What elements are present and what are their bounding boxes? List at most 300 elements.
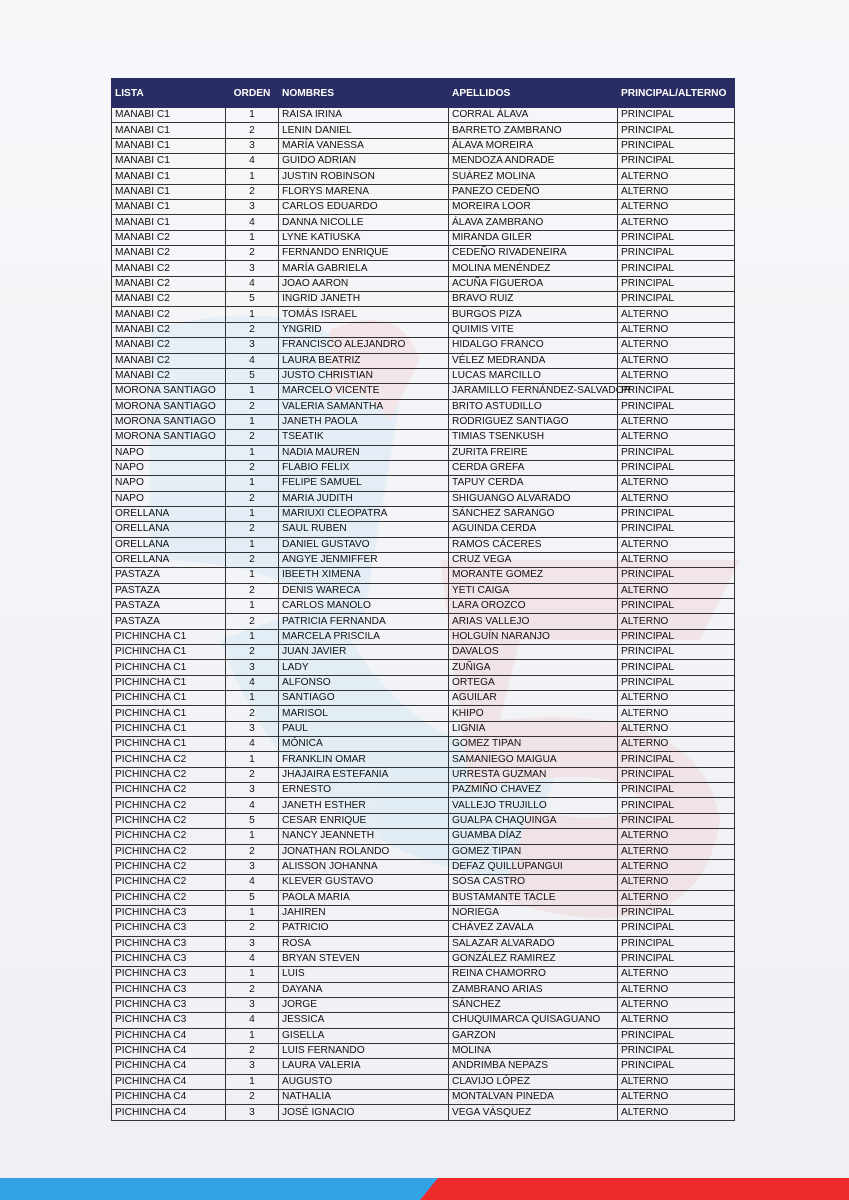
cell-lista: MANABI C1 — [112, 154, 226, 169]
cell-orden: 1 — [226, 384, 279, 399]
cell-nombres: JUSTO CHRISTIAN — [279, 368, 449, 383]
cell-principal-alterno: ALTERNO — [618, 614, 735, 629]
cell-orden: 4 — [226, 951, 279, 966]
cell-principal-alterno: PRINCIPAL — [618, 292, 735, 307]
cell-lista: PICHINCHA C3 — [112, 921, 226, 936]
table-row — [112, 307, 735, 322]
cell-lista: MANABI C2 — [112, 261, 226, 276]
cell-nombres: LAURA VALERIA — [279, 1059, 449, 1074]
cell-lista: PICHINCHA C3 — [112, 967, 226, 982]
table-row — [112, 537, 735, 552]
cell-orden: 5 — [226, 292, 279, 307]
cell-principal-alterno: PRINCIPAL — [618, 138, 735, 153]
footer-blue-band — [0, 1178, 440, 1200]
header-lista: LISTA — [112, 79, 226, 108]
cell-orden: 1 — [226, 537, 279, 552]
cell-orden: 4 — [226, 215, 279, 230]
cell-principal-alterno: ALTERNO — [618, 706, 735, 721]
cell-principal-alterno: PRINCIPAL — [618, 921, 735, 936]
table-row — [112, 614, 735, 629]
cell-apellidos: LARA OROZCO — [449, 599, 618, 614]
cell-principal-alterno: ALTERNO — [618, 307, 735, 322]
cell-lista: PICHINCHA C1 — [112, 737, 226, 752]
cell-nombres: MARISOL — [279, 706, 449, 721]
cell-lista: MANABI C1 — [112, 184, 226, 199]
cell-principal-alterno: ALTERNO — [618, 997, 735, 1012]
table-row — [112, 936, 735, 951]
header-orden: ORDEN — [226, 79, 279, 108]
cell-lista: PICHINCHA C2 — [112, 829, 226, 844]
cell-apellidos: RODRIGUEZ SANTIAGO — [449, 414, 618, 429]
cell-apellidos: CHUQUIMARCA QUISAGUANO — [449, 1013, 618, 1028]
footer-stripe — [0, 1178, 849, 1200]
cell-nombres: GISELLA — [279, 1028, 449, 1043]
cell-orden: 4 — [226, 875, 279, 890]
cell-orden: 1 — [226, 414, 279, 429]
cell-principal-alterno: ALTERNO — [618, 583, 735, 598]
table-row — [112, 568, 735, 583]
cell-apellidos: CERDA GREFA — [449, 460, 618, 475]
table-row — [112, 1013, 735, 1028]
cell-apellidos: YETI CAIGA — [449, 583, 618, 598]
cell-principal-alterno: ALTERNO — [618, 200, 735, 215]
cell-apellidos: LUCAS MARCILLO — [449, 368, 618, 383]
cell-nombres: YNGRID — [279, 322, 449, 337]
cell-lista: PICHINCHA C4 — [112, 1105, 226, 1120]
cell-lista: PICHINCHA C3 — [112, 905, 226, 920]
cell-apellidos: NORIEGA — [449, 905, 618, 920]
cell-apellidos: PAZMIÑO CHAVEZ — [449, 783, 618, 798]
cell-orden: 1 — [226, 445, 279, 460]
cell-apellidos: ORTEGA — [449, 675, 618, 690]
cell-nombres: ANGYE JENMIFFER — [279, 552, 449, 567]
cell-orden: 2 — [226, 614, 279, 629]
cell-apellidos: CEDEÑO RIVADENEIRA — [449, 246, 618, 261]
table-row — [112, 384, 735, 399]
cell-lista: MANABI C1 — [112, 215, 226, 230]
cell-apellidos: KHIPO — [449, 706, 618, 721]
cell-nombres: MARÍA VANESSA — [279, 138, 449, 153]
cell-principal-alterno: PRINCIPAL — [618, 123, 735, 138]
cell-orden: 4 — [226, 737, 279, 752]
cell-nombres: RAISA IRINA — [279, 108, 449, 123]
cell-principal-alterno: PRINCIPAL — [618, 261, 735, 276]
cell-principal-alterno: PRINCIPAL — [618, 276, 735, 291]
cell-principal-alterno: PRINCIPAL — [618, 798, 735, 813]
cell-principal-alterno: ALTERNO — [618, 1105, 735, 1120]
table-row — [112, 246, 735, 261]
cell-orden: 4 — [226, 1013, 279, 1028]
cell-nombres: PATRICIA FERNANDA — [279, 614, 449, 629]
cell-orden: 1 — [226, 629, 279, 644]
header-principal-alterno: PRINCIPAL/ALTERNO — [618, 79, 735, 108]
cell-principal-alterno: ALTERNO — [618, 491, 735, 506]
cell-nombres: ALFONSO — [279, 675, 449, 690]
table-row — [112, 829, 735, 844]
cell-nombres: DENIS WARECA — [279, 583, 449, 598]
cell-orden: 3 — [226, 859, 279, 874]
cell-lista: NAPO — [112, 460, 226, 475]
cell-principal-alterno: ALTERNO — [618, 1074, 735, 1089]
cell-orden: 4 — [226, 353, 279, 368]
cell-apellidos: BURGOS PIZA — [449, 307, 618, 322]
cell-orden: 1 — [226, 230, 279, 245]
table-row — [112, 675, 735, 690]
cell-apellidos: BRAVO RUIZ — [449, 292, 618, 307]
cell-orden: 3 — [226, 721, 279, 736]
cell-apellidos: TIMIAS TSENKUSH — [449, 430, 618, 445]
cell-apellidos: CHÁVEZ ZAVALA — [449, 921, 618, 936]
table-header-row — [112, 79, 735, 108]
table-row — [112, 1105, 735, 1120]
cell-principal-alterno: PRINCIPAL — [618, 767, 735, 782]
cell-orden: 2 — [226, 399, 279, 414]
cell-lista: PICHINCHA C1 — [112, 660, 226, 675]
table-row — [112, 108, 735, 123]
table-row — [112, 491, 735, 506]
cell-lista: PASTAZA — [112, 583, 226, 598]
cell-apellidos: ÁLAVA ZAMBRANO — [449, 215, 618, 230]
cell-lista: PICHINCHA C4 — [112, 1074, 226, 1089]
cell-lista: PICHINCHA C3 — [112, 997, 226, 1012]
cell-nombres: JHAJAIRA ESTEFANIA — [279, 767, 449, 782]
cell-apellidos: DAVALOS — [449, 645, 618, 660]
cell-nombres: CARLOS EDUARDO — [279, 200, 449, 215]
table-row — [112, 783, 735, 798]
cell-apellidos: BRITO ASTUDILLO — [449, 399, 618, 414]
cell-lista: PICHINCHA C3 — [112, 951, 226, 966]
cell-apellidos: ANDRIMBA NEPAZS — [449, 1059, 618, 1074]
cell-orden: 2 — [226, 844, 279, 859]
cell-principal-alterno: ALTERNO — [618, 844, 735, 859]
cell-lista: NAPO — [112, 445, 226, 460]
cell-nombres: MARÍA GABRIELA — [279, 261, 449, 276]
cell-principal-alterno: PRINCIPAL — [618, 568, 735, 583]
cell-lista: MANABI C2 — [112, 322, 226, 337]
cell-apellidos: PANEZO CEDEÑO — [449, 184, 618, 199]
cell-orden: 2 — [226, 1043, 279, 1058]
cell-apellidos: JARAMILLO FERNÁNDEZ-SALVADOR — [449, 384, 618, 399]
cell-nombres: SAUL RUBEN — [279, 522, 449, 537]
cell-nombres: MARCELA PRISCILA — [279, 629, 449, 644]
cell-orden: 2 — [226, 583, 279, 598]
table-row — [112, 967, 735, 982]
cell-orden: 1 — [226, 568, 279, 583]
cell-lista: PICHINCHA C2 — [112, 859, 226, 874]
cell-principal-alterno: PRINCIPAL — [618, 399, 735, 414]
cell-orden: 2 — [226, 123, 279, 138]
cell-nombres: LUIS FERNANDO — [279, 1043, 449, 1058]
cell-principal-alterno: ALTERNO — [618, 184, 735, 199]
table-row — [112, 599, 735, 614]
cell-nombres: PAOLA MARIA — [279, 890, 449, 905]
cell-nombres: JOSÉ IGNACIO — [279, 1105, 449, 1120]
cell-apellidos: VÉLEZ MEDRANDA — [449, 353, 618, 368]
cell-apellidos: MOREIRA LOOR — [449, 200, 618, 215]
cell-orden: 1 — [226, 829, 279, 844]
cell-orden: 3 — [226, 783, 279, 798]
table-row — [112, 138, 735, 153]
cell-apellidos: CLAVIJO LÓPEZ — [449, 1074, 618, 1089]
table-row — [112, 292, 735, 307]
cell-apellidos: SHIGUANGO ALVARADO — [449, 491, 618, 506]
cell-apellidos: URRESTA GUZMAN — [449, 767, 618, 782]
cell-principal-alterno: ALTERNO — [618, 552, 735, 567]
cell-apellidos: MONTALVAN PINEDA — [449, 1090, 618, 1105]
cell-principal-alterno: ALTERNO — [618, 721, 735, 736]
cell-nombres: LAURA BEATRIZ — [279, 353, 449, 368]
table-row — [112, 399, 735, 414]
cell-lista: MANABI C1 — [112, 108, 226, 123]
cell-nombres: ROSA — [279, 936, 449, 951]
cell-nombres: NANCY JEANNETH — [279, 829, 449, 844]
cell-orden: 1 — [226, 307, 279, 322]
cell-orden: 4 — [226, 154, 279, 169]
cell-lista: ORELLANA — [112, 552, 226, 567]
cell-nombres: INGRID JANETH — [279, 292, 449, 307]
cell-apellidos: BARRETO ZAMBRANO — [449, 123, 618, 138]
cell-nombres: ALISSON JOHANNA — [279, 859, 449, 874]
table-row — [112, 660, 735, 675]
cell-nombres: FERNANDO ENRIQUE — [279, 246, 449, 261]
cell-orden: 3 — [226, 1059, 279, 1074]
cell-nombres: ERNESTO — [279, 783, 449, 798]
cell-lista: MORONA SANTIAGO — [112, 414, 226, 429]
cell-principal-alterno: ALTERNO — [618, 368, 735, 383]
cell-principal-alterno: ALTERNO — [618, 967, 735, 982]
cell-principal-alterno: ALTERNO — [618, 982, 735, 997]
cell-orden: 2 — [226, 460, 279, 475]
table-row — [112, 276, 735, 291]
cell-lista: PICHINCHA C1 — [112, 721, 226, 736]
cell-orden: 1 — [226, 599, 279, 614]
cell-apellidos: GUALPA CHAQUINGA — [449, 813, 618, 828]
table-row — [112, 430, 735, 445]
cell-nombres: FELIPE SAMUEL — [279, 476, 449, 491]
cell-nombres: LENIN DANIEL — [279, 123, 449, 138]
cell-nombres: DANIEL GUSTAVO — [279, 537, 449, 552]
table-row — [112, 859, 735, 874]
table-row — [112, 1074, 735, 1089]
cell-orden: 3 — [226, 138, 279, 153]
cell-orden: 2 — [226, 767, 279, 782]
cell-apellidos: DEFAZ QUILLUPANGUI — [449, 859, 618, 874]
cell-apellidos: LIGNIA — [449, 721, 618, 736]
cell-principal-alterno: ALTERNO — [618, 215, 735, 230]
cell-lista: MANABI C1 — [112, 123, 226, 138]
cell-principal-alterno: PRINCIPAL — [618, 1028, 735, 1043]
cell-apellidos: SÁNCHEZ — [449, 997, 618, 1012]
cell-principal-alterno: PRINCIPAL — [618, 1043, 735, 1058]
cell-principal-alterno: PRINCIPAL — [618, 1059, 735, 1074]
table-row — [112, 921, 735, 936]
cell-principal-alterno: PRINCIPAL — [618, 460, 735, 475]
table-row — [112, 905, 735, 920]
cell-apellidos: BUSTAMANTE TACLE — [449, 890, 618, 905]
cell-orden: 1 — [226, 905, 279, 920]
table-row — [112, 691, 735, 706]
cell-orden: 3 — [226, 936, 279, 951]
table-row — [112, 813, 735, 828]
cell-orden: 2 — [226, 430, 279, 445]
cell-nombres: JONATHAN ROLANDO — [279, 844, 449, 859]
cell-orden: 1 — [226, 1028, 279, 1043]
cell-nombres: KLEVER GUSTAVO — [279, 875, 449, 890]
cell-apellidos: SAMANIEGO MAIGUA — [449, 752, 618, 767]
cell-principal-alterno: PRINCIPAL — [618, 951, 735, 966]
cell-lista: PICHINCHA C2 — [112, 783, 226, 798]
table-row — [112, 506, 735, 521]
cell-lista: PICHINCHA C3 — [112, 936, 226, 951]
cell-apellidos: GONZÁLEZ RAMIREZ — [449, 951, 618, 966]
table-row — [112, 875, 735, 890]
cell-orden: 1 — [226, 752, 279, 767]
cell-orden: 2 — [226, 645, 279, 660]
table-row — [112, 1028, 735, 1043]
cell-nombres: CARLOS MANOLO — [279, 599, 449, 614]
cell-orden: 5 — [226, 368, 279, 383]
cell-nombres: NATHALIA — [279, 1090, 449, 1105]
cell-principal-alterno: ALTERNO — [618, 353, 735, 368]
cell-nombres: DANNA NICOLLE — [279, 215, 449, 230]
cell-principal-alterno: PRINCIPAL — [618, 445, 735, 460]
cell-lista: PICHINCHA C2 — [112, 798, 226, 813]
cell-orden: 1 — [226, 108, 279, 123]
cell-lista: PICHINCHA C1 — [112, 675, 226, 690]
cell-principal-alterno: PRINCIPAL — [618, 645, 735, 660]
cell-nombres: CESAR ENRIQUE — [279, 813, 449, 828]
cell-lista: PICHINCHA C2 — [112, 890, 226, 905]
table-row — [112, 460, 735, 475]
cell-orden: 2 — [226, 322, 279, 337]
cell-principal-alterno: PRINCIPAL — [618, 108, 735, 123]
cell-lista: MANABI C1 — [112, 169, 226, 184]
table-row — [112, 1090, 735, 1105]
cell-orden: 2 — [226, 706, 279, 721]
table-row — [112, 522, 735, 537]
table-row — [112, 261, 735, 276]
footer-red-band — [420, 1178, 849, 1200]
cell-nombres: FLABIO FELIX — [279, 460, 449, 475]
cell-lista: MANABI C2 — [112, 353, 226, 368]
table-row — [112, 706, 735, 721]
cell-principal-alterno: PRINCIPAL — [618, 675, 735, 690]
cell-principal-alterno: ALTERNO — [618, 322, 735, 337]
cell-principal-alterno: ALTERNO — [618, 414, 735, 429]
cell-apellidos: MOLINA MENÉNDEZ — [449, 261, 618, 276]
cell-nombres: FRANCISCO ALEJANDRO — [279, 338, 449, 353]
cell-orden: 4 — [226, 276, 279, 291]
cell-principal-alterno: PRINCIPAL — [618, 522, 735, 537]
cell-orden: 3 — [226, 660, 279, 675]
cell-apellidos: AGUINDA CERDA — [449, 522, 618, 537]
cell-lista: MANABI C2 — [112, 246, 226, 261]
cell-apellidos: ZAMBRANO ARIAS — [449, 982, 618, 997]
cell-orden: 3 — [226, 997, 279, 1012]
cell-nombres: PAUL — [279, 721, 449, 736]
cell-nombres: JUSTIN ROBINSON — [279, 169, 449, 184]
cell-apellidos: VALLEJO TRUJILLO — [449, 798, 618, 813]
cell-lista: ORELLANA — [112, 537, 226, 552]
table-row — [112, 737, 735, 752]
cell-nombres: LADY — [279, 660, 449, 675]
cell-lista: MANABI C1 — [112, 138, 226, 153]
cell-lista: PICHINCHA C2 — [112, 752, 226, 767]
cell-lista: MANABI C2 — [112, 230, 226, 245]
cell-orden: 4 — [226, 675, 279, 690]
table-row — [112, 353, 735, 368]
cell-principal-alterno: ALTERNO — [618, 875, 735, 890]
table-row — [112, 798, 735, 813]
cell-nombres: DAYANA — [279, 982, 449, 997]
cell-apellidos: RAMOS CÁCERES — [449, 537, 618, 552]
cell-principal-alterno: ALTERNO — [618, 430, 735, 445]
cell-apellidos: CORRAL ÁLAVA — [449, 108, 618, 123]
cell-principal-alterno: PRINCIPAL — [618, 936, 735, 951]
cell-orden: 1 — [226, 1074, 279, 1089]
cell-lista: PICHINCHA C4 — [112, 1028, 226, 1043]
table-row — [112, 844, 735, 859]
cell-nombres: SANTIAGO — [279, 691, 449, 706]
cell-principal-alterno: PRINCIPAL — [618, 752, 735, 767]
cell-nombres: MÓNICA — [279, 737, 449, 752]
table-row — [112, 982, 735, 997]
cell-nombres: MARIA JUDITH — [279, 491, 449, 506]
cell-nombres: NADIA MAUREN — [279, 445, 449, 460]
cell-lista: NAPO — [112, 491, 226, 506]
table-row — [112, 230, 735, 245]
cell-nombres: TOMÁS ISRAEL — [279, 307, 449, 322]
cell-principal-alterno: ALTERNO — [618, 1090, 735, 1105]
cell-lista: PICHINCHA C2 — [112, 767, 226, 782]
cell-apellidos: MENDOZA ANDRADE — [449, 154, 618, 169]
cell-lista: MORONA SANTIAGO — [112, 430, 226, 445]
cell-principal-alterno: PRINCIPAL — [618, 783, 735, 798]
table-row — [112, 414, 735, 429]
table-row — [112, 951, 735, 966]
cell-apellidos: ZURITA FREIRE — [449, 445, 618, 460]
cell-orden: 2 — [226, 246, 279, 261]
cell-lista: ORELLANA — [112, 506, 226, 521]
cell-apellidos: QUIMIS VITE — [449, 322, 618, 337]
table-row — [112, 583, 735, 598]
cell-lista: PICHINCHA C2 — [112, 844, 226, 859]
cell-lista: PICHINCHA C3 — [112, 982, 226, 997]
cell-nombres: FRANKLIN OMAR — [279, 752, 449, 767]
table-row — [112, 476, 735, 491]
cell-nombres: JESSICA — [279, 1013, 449, 1028]
cell-nombres: IBEETH XIMENA — [279, 568, 449, 583]
cell-orden: 1 — [226, 691, 279, 706]
table-row — [112, 123, 735, 138]
cell-orden: 2 — [226, 491, 279, 506]
cell-lista: PICHINCHA C1 — [112, 629, 226, 644]
cell-orden: 3 — [226, 1105, 279, 1120]
cell-apellidos: GOMEZ TIPAN — [449, 737, 618, 752]
cell-apellidos: MOLINA — [449, 1043, 618, 1058]
cell-principal-alterno: ALTERNO — [618, 537, 735, 552]
cell-principal-alterno: ALTERNO — [618, 691, 735, 706]
table-row — [112, 200, 735, 215]
candidates-table — [111, 78, 735, 1121]
cell-apellidos: GARZON — [449, 1028, 618, 1043]
table-row — [112, 1059, 735, 1074]
table-row — [112, 154, 735, 169]
cell-nombres: MARCELO VICENTE — [279, 384, 449, 399]
cell-apellidos: MORANTE GOMEZ — [449, 568, 618, 583]
cell-apellidos: ZUÑIGA — [449, 660, 618, 675]
table-row — [112, 1043, 735, 1058]
